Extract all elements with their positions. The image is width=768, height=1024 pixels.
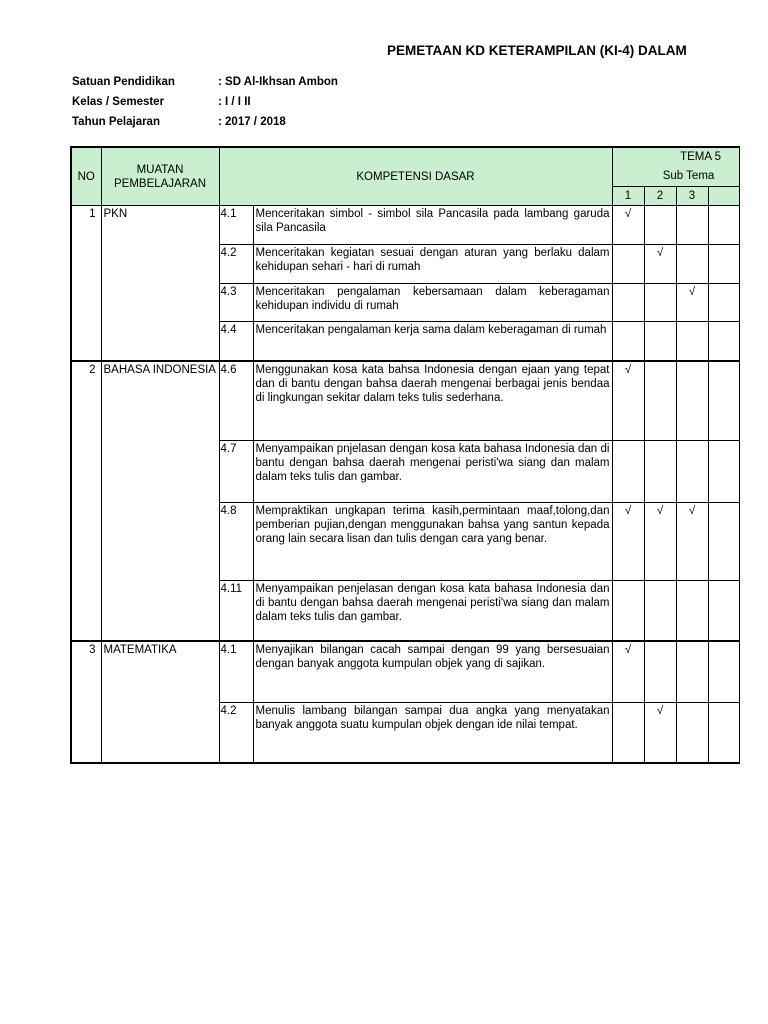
check-sub-1 xyxy=(612,245,644,284)
row-kd: 4.1 xyxy=(219,641,253,703)
header-sub-2: 2 xyxy=(644,187,676,206)
check-sub-3 xyxy=(676,245,708,284)
row-kd: 4.6 xyxy=(219,361,253,441)
check-sub-3 xyxy=(676,361,708,441)
cell-extra xyxy=(708,703,739,763)
meta-label: Satuan Pendidikan xyxy=(72,76,175,88)
header-sub-3: 3 xyxy=(676,187,708,206)
header-sub-1: 1 xyxy=(612,187,644,206)
check-sub-2 xyxy=(644,581,676,641)
row-kd: 4.3 xyxy=(219,284,253,322)
check-sub-1 xyxy=(612,581,644,641)
check-sub-3 xyxy=(676,441,708,503)
check-sub-2: √ xyxy=(644,245,676,284)
row-kd: 4.8 xyxy=(219,503,253,581)
cell-extra xyxy=(708,206,739,245)
header-tema-label: TEMA 5 xyxy=(680,151,721,163)
row-desc: Menulis lambang bilangan sampai dua angka yang menyatakan banyak anggota suatu kumpulan objek dengan ide nilai tempat. xyxy=(253,703,612,763)
header-no: NO xyxy=(71,147,101,206)
row-desc: Menyampaikan pnjelasan dengan kosa kata bahasa Indonesia dan di bantu dengan bahsa daerah mengenai peristi'wa siang dan malam dalam teks tulis dan gambar. xyxy=(253,441,612,503)
row-desc: Menceritakan simbol - simbol sila Pancasila pada lambang garuda sila Pancasila xyxy=(253,206,612,245)
check-sub-1 xyxy=(612,322,644,361)
table-row xyxy=(71,361,739,441)
row-no: 2 xyxy=(71,361,101,641)
row-kd: 4.2 xyxy=(219,245,253,284)
header-muatan xyxy=(101,147,219,206)
check-sub-1 xyxy=(612,441,644,503)
header-kompetensi: KOMPETENSI DASAR xyxy=(219,147,612,206)
check-sub-2 xyxy=(644,322,676,361)
row-muatan: PKN xyxy=(101,206,219,361)
header-sub-extra xyxy=(708,187,739,206)
row-muatan: BAHASA INDONESIA xyxy=(101,361,219,641)
meta-value: : 2017 / 2018 xyxy=(218,116,286,128)
mapping-table xyxy=(70,146,740,764)
meta-value: : I / I II xyxy=(218,96,251,108)
row-kd: 4.2 xyxy=(219,703,253,763)
row-desc: Menceritakan pengalaman kerja sama dalam keberagaman di rumah xyxy=(253,322,612,361)
table-row xyxy=(71,206,739,245)
check-sub-3: √ xyxy=(676,503,708,581)
check-sub-1 xyxy=(612,703,644,763)
check-sub-1: √ xyxy=(612,361,644,441)
cell-extra xyxy=(708,503,739,581)
check-sub-3 xyxy=(676,641,708,703)
row-desc: Menyampaikan penjelasan dengan kosa kata bahasa Indonesia dan di bantu dengan bahsa daerah mengenai peristi'wa siang dan malam dalam teks tulis dan gambar. xyxy=(253,581,612,641)
table-row xyxy=(71,641,739,703)
check-sub-2: √ xyxy=(644,703,676,763)
check-sub-2: √ xyxy=(644,503,676,581)
row-no: 3 xyxy=(71,641,101,763)
header-muatan-line1: MUATAN xyxy=(136,163,184,176)
cell-extra xyxy=(708,245,739,284)
check-sub-3 xyxy=(676,322,708,361)
row-kd: 4.7 xyxy=(219,441,253,503)
row-desc: Mempraktikan ungkapan terima kasih,permintaan maaf,tolong,dan pemberian pujian,dengan menggunakan bahsa yang santun kepada orang lain secara lisan dan tulis dengan cara yang benar. xyxy=(253,503,612,581)
check-sub-3 xyxy=(676,206,708,245)
cell-extra xyxy=(708,361,739,441)
check-sub-1: √ xyxy=(612,206,644,245)
cell-extra xyxy=(708,284,739,322)
cell-extra xyxy=(708,322,739,361)
check-sub-2 xyxy=(644,284,676,322)
check-sub-2 xyxy=(644,441,676,503)
row-kd: 4.4 xyxy=(219,322,253,361)
check-sub-1: √ xyxy=(612,503,644,581)
row-no: 1 xyxy=(71,206,101,361)
row-desc: Menggunakan kosa kata bahsa Indonesia dengan ejaan yang tepat dan di bantu dengan bahsa daerah mengenai berbagai jenis bendaa di lingkungan sekitar dalam teks tulis sederhana. xyxy=(253,361,612,441)
cell-extra xyxy=(708,581,739,641)
check-sub-3 xyxy=(676,581,708,641)
row-muatan: MATEMATIKA xyxy=(101,641,219,763)
mapping-table-container xyxy=(70,146,721,768)
check-sub-2 xyxy=(644,206,676,245)
row-kd: 4.11 xyxy=(219,581,253,641)
cell-extra xyxy=(708,441,739,503)
check-sub-1 xyxy=(612,284,644,322)
header-subtema-label: Sub Tema xyxy=(662,170,715,182)
meta-label: Tahun Pelajaran xyxy=(72,116,160,128)
check-sub-3: √ xyxy=(676,284,708,322)
header-tema xyxy=(612,147,739,187)
check-sub-1: √ xyxy=(612,641,644,703)
row-desc: Menyajikan bilangan cacah sampai dengan 99 yang bersesuaian dengan banyak anggota kumpulan objek yang di sajikan. xyxy=(253,641,612,703)
meta-label: Kelas / Semester xyxy=(72,96,165,108)
check-sub-2 xyxy=(644,641,676,703)
meta-value: : SD Al-Ikhsan Ambon xyxy=(218,76,338,88)
row-kd: 4.1 xyxy=(219,206,253,245)
row-desc: Menceritakan kegiatan sesuai dengan aturan yang berlaku dalam kehidupan sehari - hari di rumah xyxy=(253,245,612,284)
check-sub-2 xyxy=(644,361,676,441)
check-sub-3 xyxy=(676,703,708,763)
row-desc: Menceritakan pengalaman kebersamaan dalam keberagaman kehidupan individu di rumah xyxy=(253,284,612,322)
cell-extra xyxy=(708,641,739,703)
header-muatan-line2: PEMBELAJARAN xyxy=(113,177,207,190)
page-title: PEMETAAN KD KETERAMPILAN (KI-4) DALAM xyxy=(387,43,687,58)
